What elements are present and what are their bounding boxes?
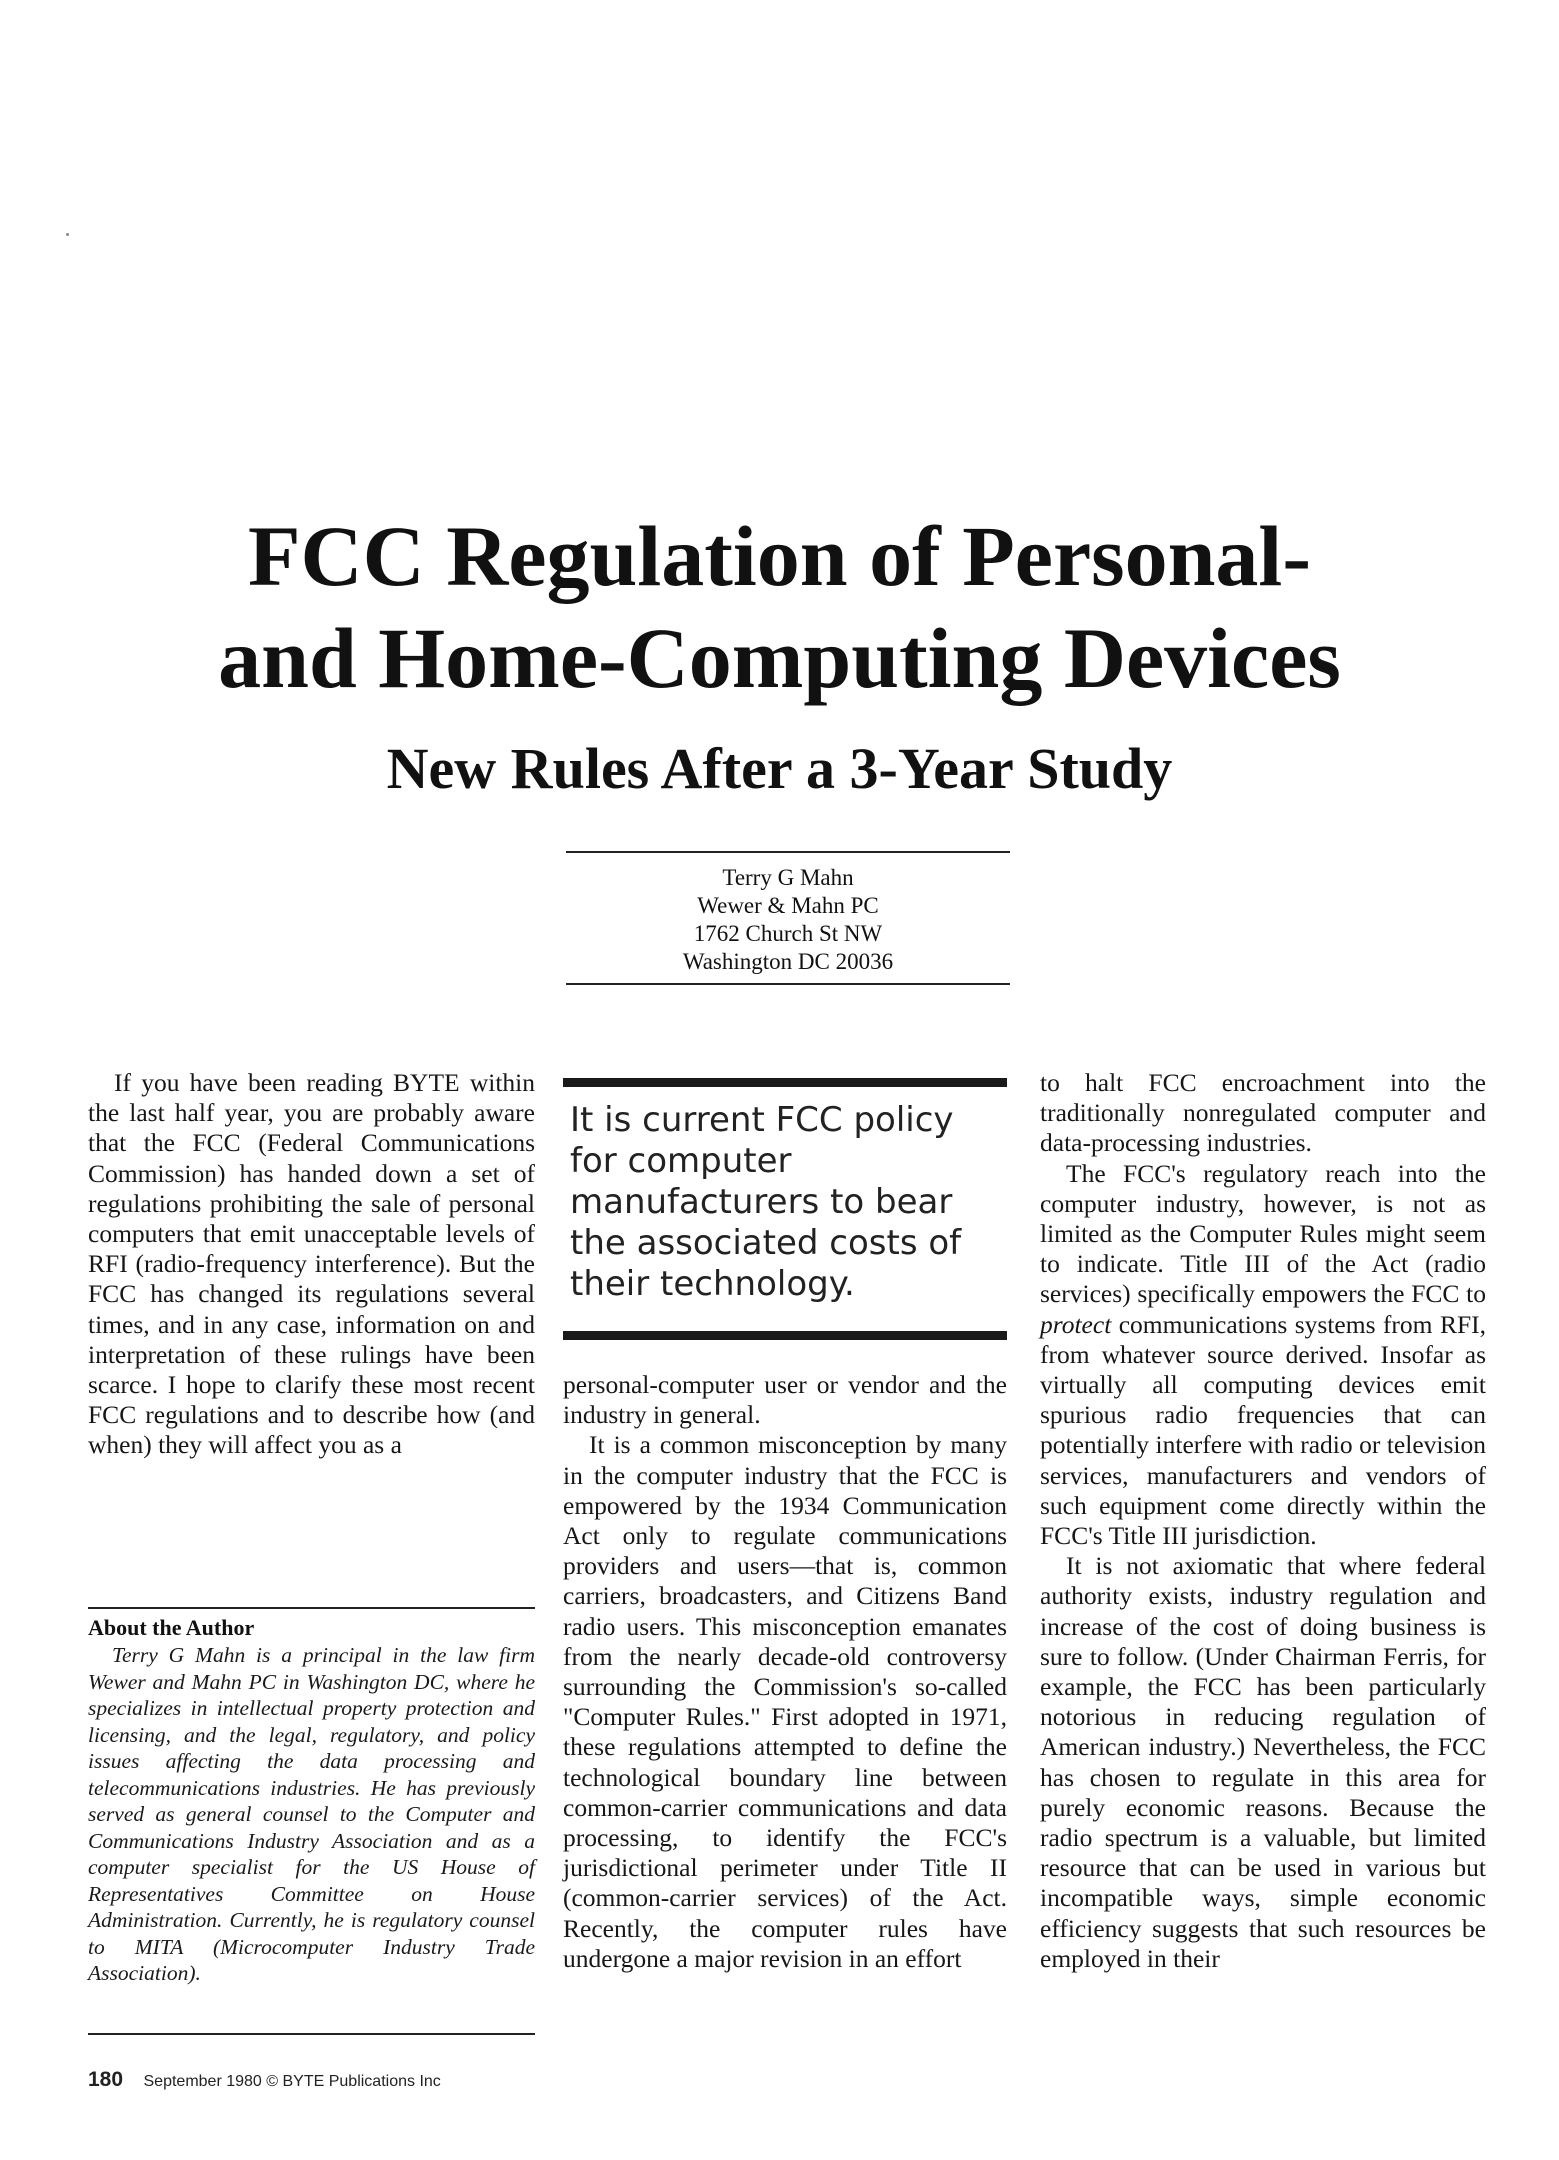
- body-column-3: [1040, 1068, 1486, 1974]
- article-subtitle: New Rules After a 3-Year Study: [386, 736, 1173, 801]
- body-column-2: [563, 1370, 1007, 1974]
- pullquote-bottom-rule: [563, 1331, 1007, 1340]
- pullquote-top-rule: [563, 1078, 1007, 1087]
- body-paragraph: personal-computer user or vendor and the industry in general.: [563, 1370, 1007, 1430]
- article-title-line-2: and Home-Computing Devices: [218, 610, 1341, 706]
- author-city: Washington DC 20036: [682, 949, 894, 974]
- pullquote: It is current FCC policy for computer manufacturers to bear the associated costs of their technology.: [570, 1100, 962, 1304]
- body-paragraph: to halt FCC encroachment into the traditionally nonregulated computer and data-processing industries.: [1040, 1068, 1486, 1158]
- body-text: The FCC's regulatory reach into the computer industry, however, is not as limited as the Computer Rules might seem to indicate. Title III of the Act (radio services) specifically empowers the FCC to: [1040, 1158, 1486, 1309]
- body-paragraph: If you have been reading BYTE within the last half year, you are probably aware that the FCC (Federal Communications Commission) has handed down a set of regulations prohibiting the sale of personal computers that emit unacceptable levels of RFI (radio-frequency interference). But the FCC has changed its regulations several times, and in any case, information on and interpretation of these rulings have been scarce. I hope to clarify these most recent FCC regulations and to describe how (and when) they will affect you as a: [88, 1068, 535, 1460]
- page-number: 180: [88, 2068, 124, 2091]
- about-heading: About the Author: [88, 1615, 255, 1640]
- body-paragraph: [1040, 1159, 1486, 1552]
- body-column-1: [88, 1068, 535, 1461]
- article-title: [60, 505, 1499, 709]
- about-text: Terry G Mahn is a principal in the law firm Wewer and Mahn PC in Washington DC, where he specializes in intellectual property protection and licensing, and the legal, regulatory, and policy issues affecting the data processing and telecommunications industries. He has previously served as general counsel to the Computer and Communications Industry Association and as a computer specialist for the US House of Representatives Committee on House Administration. Currently, he is regulatory counsel to MITA (Microcomputer Industry Trade Association).: [88, 1643, 535, 1985]
- about-bottom-rule: [88, 2033, 535, 2035]
- body-paragraph: It is not axiomatic that where federal authority exists, industry regulation and increase of the cost of doing business is sure to follow. (Under Chairman Ferris, for example, the FCC has been particularly notorious in reducing regulation of American industry.) Nevertheless, the FCC has chosen to regulate in this area for purely economic reasons. Because the radio spectrum is a valuable, but limited resource that can be used in various but incompatible ways, simple economic efficiency suggests that such resources be employed in their: [1040, 1551, 1486, 1973]
- emphasis-text: protect: [1040, 1309, 1112, 1339]
- byline-bottom-rule: [566, 983, 1010, 985]
- about-top-rule: [88, 1607, 535, 1609]
- author-name: Terry G Mahn: [722, 865, 854, 890]
- article-title-line-1: FCC Regulation of Personal-: [248, 508, 1311, 604]
- footer-credit: September 1980 © BYTE Publications Inc: [143, 2073, 441, 2090]
- author-street: 1762 Church St NW: [693, 921, 883, 946]
- byline-top-rule: [566, 851, 1010, 853]
- author-firm: Wewer & Mahn PC: [697, 893, 879, 918]
- about-the-author-box: [88, 1614, 535, 1987]
- print-speck: [66, 233, 69, 236]
- page-footer: [88, 2068, 441, 2092]
- byline: [566, 864, 1010, 976]
- body-paragraph: It is a common misconception by many in the computer industry that the FCC is empowered by the 1934 Communication Act only to regulate communications providers and users—that is, common carriers, broadcasters, and Citizens Band radio users. This misconception emanates from the nearly decade-old controversy surrounding the Commission's so-called "Computer Rules." First adopted in 1971, these regulations attempted to define the technological boundary line between common-carrier communications and data processing, to identify the FCC's jurisdictional perimeter under Title II (common-carrier services) of the Act. Recently, the computer rules have undergone a major revision in an effort: [563, 1430, 1007, 1973]
- body-text: communications systems from RFI, from whatever source derived. Insofar as virtually all computing devices emit spurious radio frequencies that can potentially interfere with radio or television services, manufacturers and vendors of such equipment come directly within the FCC's Title III jurisdiction.: [1040, 1309, 1486, 1551]
